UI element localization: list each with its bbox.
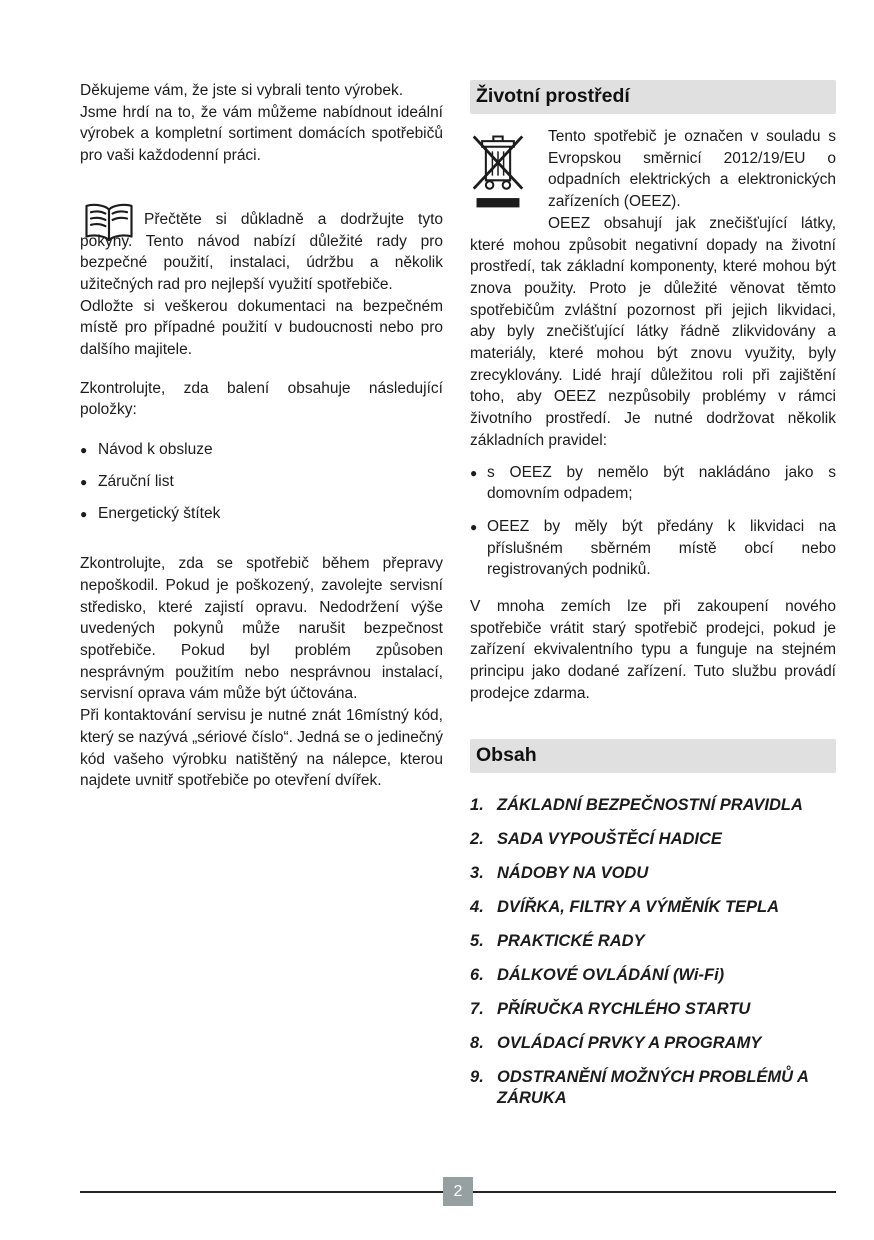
paragraph-directive: Tento spotřebič je označen v souladu s Evropskou směrnicí 2012/19/EU o odpadních elektrických a elektronických zařízeních (OEEZ).	[548, 128, 836, 211]
toc-item: PRAKTICKÉ RADY	[497, 931, 645, 950]
right-column	[470, 80, 836, 1122]
read-instructions-block	[80, 209, 443, 296]
list-item: ● OEEZ by měly být předány k likvidaci na příslušném sběrném místě obcí nebo registrovaných podniků.	[470, 516, 836, 581]
paragraph-dealer-return: V mnoha zemích lze při zakoupení nového spotřebiče vrátit starý spotřebič prodejci, pokud je zařízení ekvivalentního typu a funguje na stejném principu jako dodané zařízení. Tuto službu provádí prodejce zdarma.	[470, 598, 836, 702]
page-number-badge: 2	[443, 1177, 473, 1206]
table-of-contents	[470, 795, 836, 1109]
paragraph-proud: Jsme hrdí na to, že vám můžeme nabídnout ideální výrobek a kompletní sortiment domácích spotřebičů pro vaši každodenní práci.	[80, 103, 443, 165]
paragraph-transport-damage: Zkontrolujte, zda se spotřebič během přepravy nepoškodil. Pokud je poškozený, zavolejte servisní středisko, které zajistí opravu. Nedodržení výše uvedených pokynů může narušit bezpečnost spotřebiče. Pokud byl problém způsoben nesprávným použitím nebo nesprávnou instalací, servisní oprava vám může být účtována.	[80, 555, 443, 703]
open-book-icon	[82, 201, 136, 250]
list-item: ● Návod k obsluze	[80, 439, 443, 461]
paragraph-service-code: Při kontaktování servisu je nutné znát 16místný kód, který se nazývá „sériové číslo“. Jedná se o jedinečný kód vašeho výrobku natištěný na nálepce, kterou najdete uvnitř spotřebiče po otevření dvířek.	[80, 707, 443, 790]
toc-item: PŘÍRUČKA RYCHLÉHO STARTU	[497, 999, 751, 1018]
paragraph-read-carefully: Přečtěte si důkladně a dodržujte tyto pokyny. Tento návod nabízí důležité rady pro bezpečné použití, instalaci, údržbu a několik užitečných rad pro nejlepší využití spotřebiče.	[80, 210, 443, 293]
package-items-list	[80, 439, 443, 524]
weee-crossed-bin-icon	[470, 129, 526, 218]
list-item: ● s OEEZ by nemělo být nakládáno jako s domovním odpadem;	[470, 462, 836, 505]
toc-item: ZÁKLADNÍ BEZPEČNOSTNÍ PRAVIDLA	[497, 795, 803, 814]
toc-item: NÁDOBY NA VODU	[497, 863, 649, 882]
toc-item: ODSTRANĚNÍ MOŽNÝCH PROBLÉMŮ A ZÁRUKA	[497, 1067, 809, 1107]
paragraph-thanks: Děkujeme vám, že jste si vybrali tento výrobek.	[80, 82, 404, 99]
oeez-rules-list	[470, 462, 836, 582]
toc-item: DÁLKOVÉ OVLÁDÁNÍ (Wi-Fi)	[497, 965, 725, 984]
weee-block	[470, 126, 836, 452]
toc-item: DVÍŘKA, FILTRY A VÝMĚNÍK TEPLA	[497, 897, 780, 916]
page-content	[80, 80, 836, 1122]
paragraph-oeez: OEEZ obsahují jak znečišťující látky, které mohou způsobit negativní dopady na životní prostředí, tak základní komponenty, které mohou být znova použity. Proto je důležité věnovat těmto spotřebičům zvláštní pozornost při jejich likvidaci, aby byly znečišťující látky řádně zlikvidovány a materiály, které mohou být znovu využity, byly zrecyklovány. Lidé hrají důležitou roli při zajištění toho, aby OEEZ nezpůsobily problémy v rámci životního prostředí. Je nutné dodržovat několik základních pravidel:	[470, 214, 836, 449]
section-title-contents: Obsah	[470, 739, 836, 773]
list-item: ● Záruční list	[80, 471, 443, 493]
section-title-environment: Životní prostředí	[470, 80, 836, 114]
toc-item: SADA VYPOUŠTĚCÍ HADICE	[497, 829, 722, 848]
left-column	[80, 80, 443, 1122]
toc-item: OVLÁDACÍ PRVKY A PROGRAMY	[497, 1033, 762, 1052]
list-item: ● Energetický štítek	[80, 503, 443, 525]
paragraph-check-package: Zkontrolujte, zda balení obsahuje následující položky:	[80, 379, 443, 419]
paragraph-store-docs: Odložte si veškerou dokumentaci na bezpečném místě pro případné použití v budoucnosti nebo pro dalšího majitele.	[80, 297, 443, 359]
